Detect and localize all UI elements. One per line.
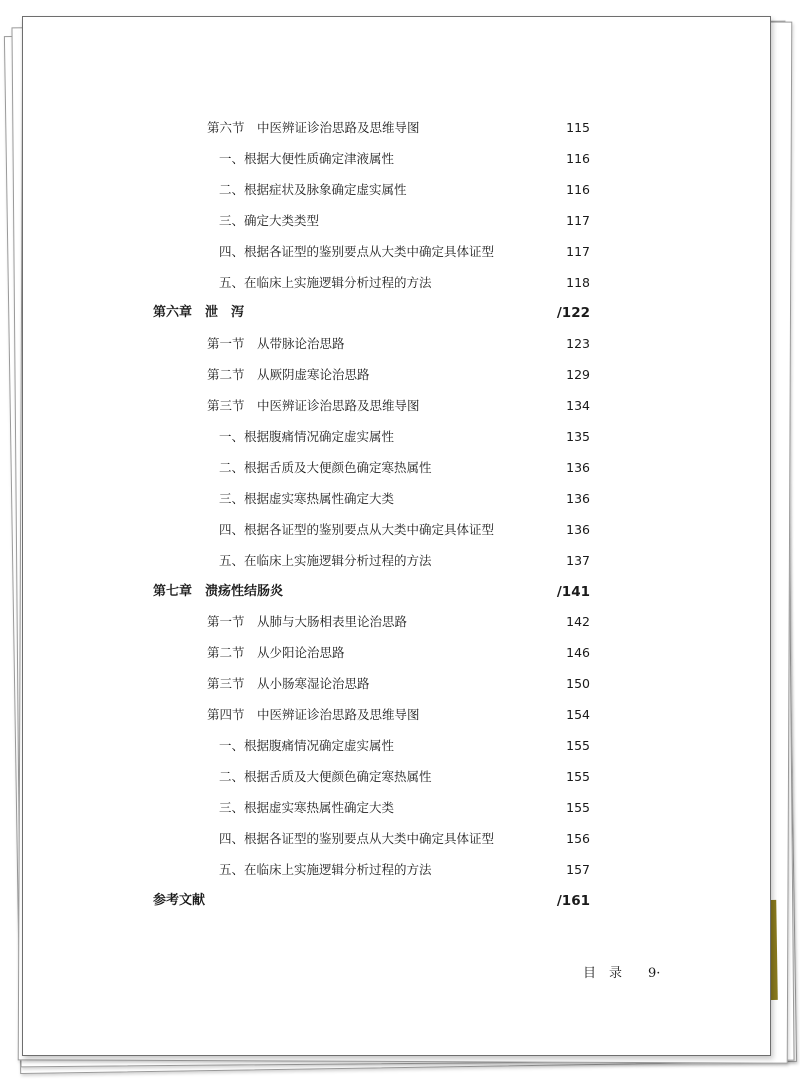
toc-entry-title: 第三节 中医辨证诊治思路及思维导图 bbox=[207, 398, 420, 414]
toc-entry-title: 第四节 中医辨证诊治思路及思维导图 bbox=[207, 707, 420, 723]
toc-page-number: 150 bbox=[566, 676, 590, 692]
toc-page-number: 117 bbox=[566, 243, 590, 259]
toc-section-row bbox=[23, 363, 770, 387]
toc-chapter-row bbox=[23, 889, 770, 913]
toc-section-row bbox=[23, 394, 770, 418]
toc-page-number: 136 bbox=[566, 459, 590, 475]
toc-entry-title: 四、根据各证型的鉴别要点从大类中确定具体证型 bbox=[219, 243, 495, 259]
toc-item-row bbox=[23, 456, 770, 480]
toc-page-number: 136 bbox=[566, 490, 590, 506]
toc-entry-title: 二、根据舌质及大便颜色确定寒热属性 bbox=[219, 768, 432, 784]
toc-entry-title: 第六节 中医辨证诊治思路及思维导图 bbox=[207, 120, 420, 135]
toc-section-row bbox=[23, 703, 770, 727]
toc-entry-title: 参考文献 bbox=[153, 892, 206, 908]
toc-item-row bbox=[23, 209, 770, 233]
table-of-contents bbox=[23, 17, 770, 1055]
toc-entry-title: 三、根据虚实寒热属性确定大类 bbox=[219, 490, 395, 506]
toc-section-row bbox=[23, 116, 770, 140]
toc-page-number: 118 bbox=[566, 274, 590, 290]
toc-item-row bbox=[23, 147, 770, 171]
toc-entry-title: 第七章 溃疡性结肠炎 bbox=[153, 583, 284, 599]
toc-entry-title: 一、根据腹痛情况确定虚实属性 bbox=[219, 429, 395, 444]
toc-page-number: 135 bbox=[566, 429, 590, 444]
toc-entry-title: 四、根据各证型的鉴别要点从大类中确定具体证型 bbox=[219, 521, 495, 537]
toc-page-number: 142 bbox=[566, 614, 590, 630]
toc-page-number: /161 bbox=[556, 892, 590, 909]
toc-section-row bbox=[23, 610, 770, 634]
toc-page-number: 134 bbox=[566, 398, 590, 414]
toc-entry-title: 第一节 从肺与大肠相表里论治思路 bbox=[207, 614, 408, 630]
toc-entry-title: 五、在临床上实施逻辑分析过程的方法 bbox=[219, 861, 432, 877]
toc-page-number: 116 bbox=[566, 150, 590, 166]
toc-page-number: 129 bbox=[566, 367, 590, 383]
page-footer: 目 录 9· bbox=[583, 966, 661, 981]
toc-entry-title: 第二节 从厥阴虚寒论治思路 bbox=[207, 367, 370, 383]
toc-page-number: 146 bbox=[566, 645, 590, 661]
toc-section-row bbox=[23, 672, 770, 696]
toc-entry-title: 三、根据虚实寒热属性确定大类 bbox=[219, 799, 395, 815]
toc-page-number: 115 bbox=[566, 120, 590, 135]
toc-item-row bbox=[23, 518, 770, 542]
toc-page-number: 137 bbox=[566, 552, 590, 568]
toc-item-row bbox=[23, 178, 770, 202]
toc-item-row bbox=[23, 765, 770, 789]
toc-page-number: /122 bbox=[556, 305, 590, 322]
document-page bbox=[22, 16, 771, 1056]
toc-entry-title: 一、根据大便性质确定津液属性 bbox=[219, 150, 395, 166]
toc-section-row bbox=[23, 332, 770, 356]
toc-page-number: 117 bbox=[566, 212, 590, 228]
toc-page-number: 123 bbox=[566, 336, 590, 352]
toc-chapter-row bbox=[23, 301, 770, 325]
toc-entry-title: 四、根据各证型的鉴别要点从大类中确定具体证型 bbox=[219, 830, 495, 846]
toc-section-row bbox=[23, 641, 770, 665]
toc-page-number: 156 bbox=[566, 830, 590, 846]
toc-item-row bbox=[23, 425, 770, 449]
toc-item-row bbox=[23, 240, 770, 264]
toc-entry-title: 五、在临床上实施逻辑分析过程的方法 bbox=[219, 552, 432, 568]
toc-chapter-row bbox=[23, 580, 770, 604]
toc-page-number: /141 bbox=[556, 583, 590, 600]
toc-page-number: 155 bbox=[566, 738, 590, 753]
toc-page-number: 155 bbox=[566, 799, 590, 815]
toc-entry-title: 第三节 从小肠寒湿论治思路 bbox=[207, 676, 370, 692]
toc-item-row bbox=[23, 858, 770, 882]
toc-item-row bbox=[23, 271, 770, 295]
toc-item-row bbox=[23, 734, 770, 758]
toc-item-row bbox=[23, 827, 770, 851]
toc-entry-title: 第一节 从带脉论治思路 bbox=[207, 336, 345, 352]
toc-item-row bbox=[23, 487, 770, 511]
toc-page-number: 136 bbox=[566, 521, 590, 537]
toc-page-number: 116 bbox=[566, 181, 590, 197]
toc-entry-title: 三、确定大类类型 bbox=[219, 212, 320, 228]
toc-entry-title: 第六章 泄 泻 bbox=[153, 305, 245, 321]
toc-entry-title: 二、根据症状及脉象确定虚实属性 bbox=[219, 181, 407, 197]
toc-page-number: 154 bbox=[566, 707, 590, 723]
toc-page-number: 157 bbox=[566, 861, 590, 877]
toc-item-row bbox=[23, 796, 770, 820]
toc-entry-title: 第二节 从少阳论治思路 bbox=[207, 645, 345, 661]
toc-entry-title: 一、根据腹痛情况确定虚实属性 bbox=[219, 738, 395, 753]
toc-page-number: 155 bbox=[566, 768, 590, 784]
toc-entry-title: 二、根据舌质及大便颜色确定寒热属性 bbox=[219, 459, 432, 475]
toc-item-row bbox=[23, 549, 770, 573]
toc-entry-title: 五、在临床上实施逻辑分析过程的方法 bbox=[219, 274, 432, 290]
